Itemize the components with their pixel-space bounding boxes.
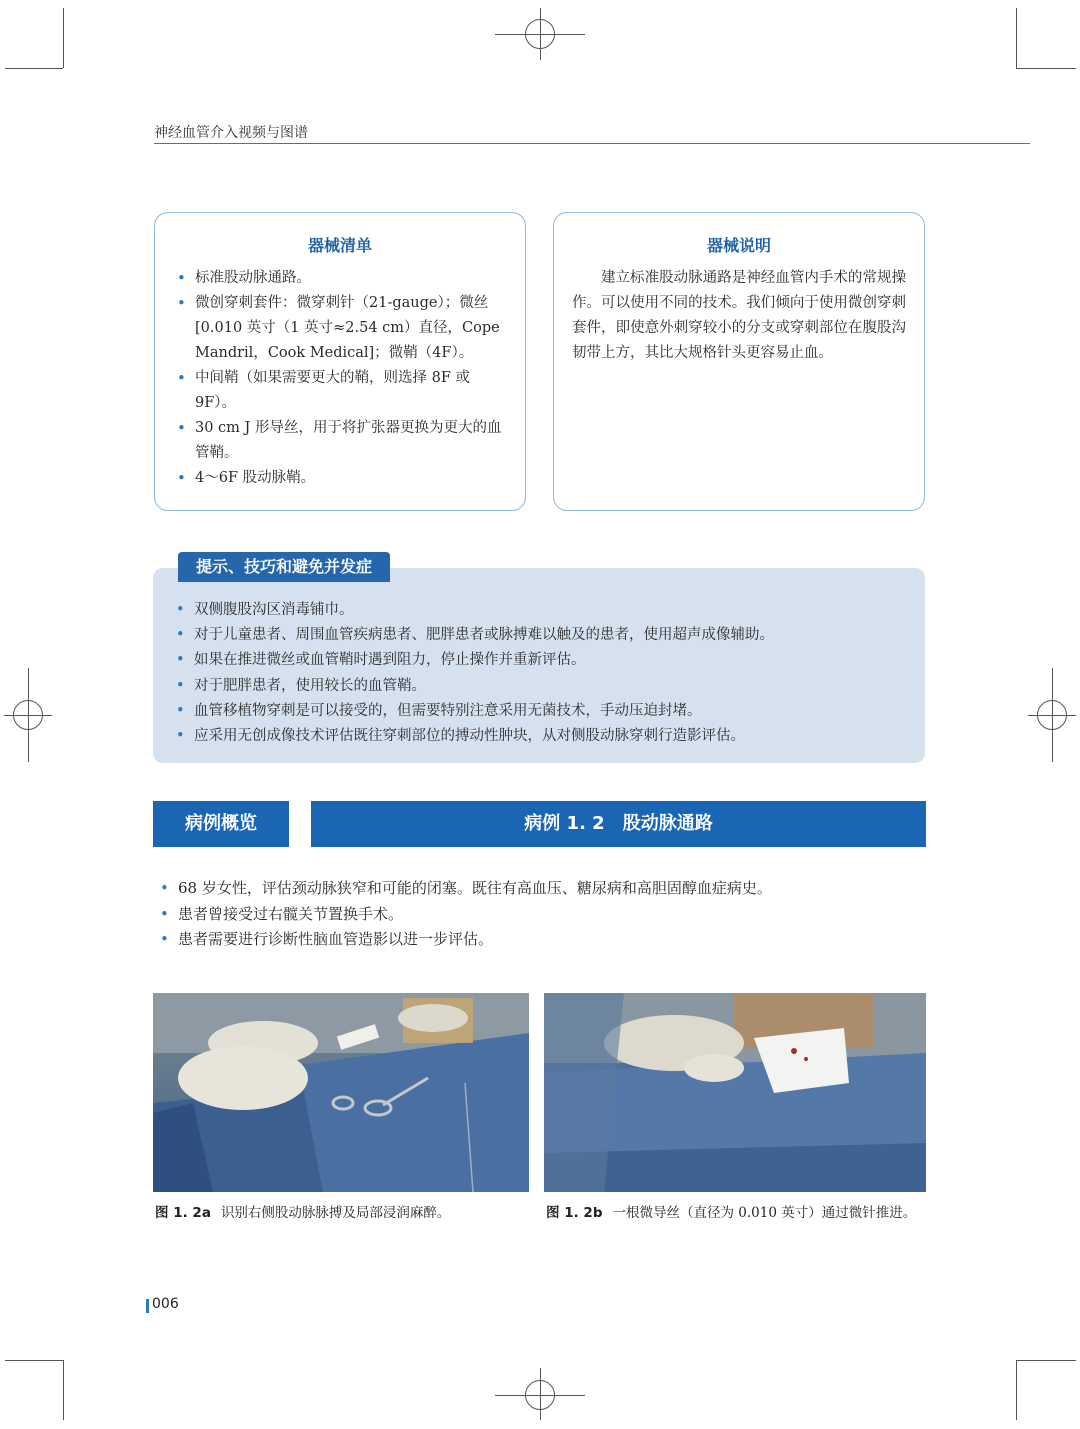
page-number: 006 xyxy=(152,1296,179,1312)
list-item: • 应采用无创成像技术评估既往穿刺部位的搏动性肿块，从对侧股动脉穿刺行造影评估。 xyxy=(170,724,910,749)
list-item: • 中间鞘（如果需要更大的鞘，则选择 8F 或 9F）。 xyxy=(175,366,509,416)
list-item: • 患者需要进行诊断性脑血管造影以进一步评估。 xyxy=(158,927,918,953)
case-bar-divider xyxy=(289,801,311,847)
list-item: • 如果在推进微丝或血管鞘时遇到阻力，停止操作并重新评估。 xyxy=(170,648,910,673)
list-item: • 患者曾接受过右髋关节置换手术。 xyxy=(158,902,918,928)
page-number-marker xyxy=(146,1299,149,1313)
figure-1-2b-caption xyxy=(546,1201,916,1221)
case-title: 病例 1. 2 股动脉通路 xyxy=(524,813,713,834)
list-item: • 标准股动脉通路。 xyxy=(175,266,509,291)
instrument-list xyxy=(155,266,525,491)
list-item: • 血管移植物穿刺是可以接受的，但需要特别注意采用无菌技术，手动压迫封堵。 xyxy=(170,699,910,724)
figure-1-2b-text: 一根微导丝（直径为 0.010 英寸）通过微针推进。 xyxy=(612,1205,917,1221)
instrument-notes-text: 建立标准股动脉通路是神经血管内手术的常规操作。可以使用不同的技术。我们倾向于使用微创穿刺套件，即使意外刺穿较小的分支或穿刺部位在腹股沟韧带上方，其比大规格针头更容易止血。 xyxy=(572,270,906,361)
figure-1-2a-label: 图 1. 2a xyxy=(155,1205,211,1221)
figure-1-2a-text: 识别右侧股动脉脉搏及局部浸润麻醉。 xyxy=(220,1205,451,1221)
figure-1-2b-label: 图 1. 2b xyxy=(546,1205,603,1221)
list-item: • 对于肥胖患者，使用较长的血管鞘。 xyxy=(170,674,910,699)
case-summary-list xyxy=(158,876,918,953)
list-item: • 双侧腹股沟区消毒铺巾。 xyxy=(170,598,910,623)
instrument-notes-box xyxy=(553,212,925,511)
case-section-label: 病例概览 xyxy=(185,813,257,834)
list-item: • 微创穿刺套件：微穿刺针（21-gauge）；微丝[0.010 英寸（1 英寸≈2.54 cm）直径，Cope Mandril，Cook Medical]；微鞘（4F）。 xyxy=(175,291,509,366)
list-item: • 对于儿童患者、周围血管疾病患者、肥胖患者或脉搏难以触及的患者，使用超声成像辅助。 xyxy=(170,623,910,648)
list-item: • 4～6F 股动脉鞘。 xyxy=(175,466,509,491)
list-item: • 68 岁女性，评估颈动脉狭窄和可能的闭塞。既往有高血压、糖尿病和高胆固醇血症病史。 xyxy=(158,876,918,902)
running-title: 神经血管介入视频与图谱 xyxy=(154,125,308,141)
figure-1-2a-caption xyxy=(155,1201,450,1221)
figure-1-2b-photo xyxy=(544,993,926,1192)
instrument-notes-title: 器械说明 xyxy=(706,236,771,255)
instrument-list-box xyxy=(154,212,526,511)
instrument-list-title: 器械清单 xyxy=(307,236,372,255)
figure-1-2a-photo xyxy=(153,993,529,1192)
header-rule xyxy=(154,143,1030,144)
list-item: • 30 cm J 形导丝，用于将扩张器更换为更大的血管鞘。 xyxy=(175,416,509,466)
tips-title: 提示、技巧和避免并发症 xyxy=(178,552,390,582)
tips-list xyxy=(170,598,910,749)
